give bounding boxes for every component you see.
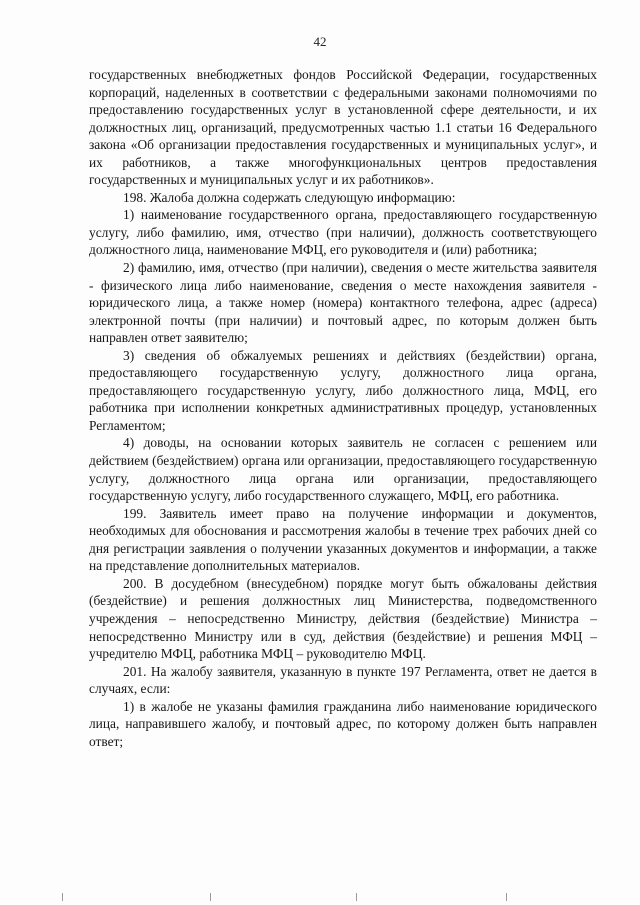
page-number: 42 — [313, 34, 327, 49]
paragraph-198-item-3: 3) сведения об обжалуемых решениях и действиях (бездействии) органа, предоставляющего государственную услугу, должностного лица органа, предоставляющего государственную услугу, либо должностного лица, МФЦ, его работника при исполнении конкретных административных процедур, установленных Регламентом; — [89, 347, 597, 433]
scan-mark — [506, 893, 507, 901]
paragraph-200: 200. В досудебном (внесудебном) порядке могут быть обжалованы действия (бездействие) и решения должностных лиц Министерства, подведомственного учреждения – непосредственно Министру, действия (бездействие) Министра – непосредственно Министру или в суд, действия (бездействие) и решения МФЦ – учредителю МФЦ, работника МФЦ – руководителю МФЦ. — [89, 575, 597, 662]
scan-mark — [356, 893, 357, 901]
paragraph-198-item-4: 4) доводы, на основании которых заявитель не согласен с решением или действием (бездействием) органа или организации, предоставляющего государственную услугу, должностного лица органа или организации, предоставляющего государственную услугу, либо государственного служащего, МФЦ, его работника. — [89, 435, 597, 504]
paragraph-198-item-1: 1) наименование государственного органа, предоставляющего государственную услугу, либо фамилию, имя, отчество (при наличии), должность соответствующего должностного лица, наименование МФЦ, его руководителя и (или) работника; — [89, 207, 597, 258]
document-body — [89, 66, 597, 750]
paragraph-201: 201. На жалобу заявителя, указанную в пункте 197 Регламента, ответ не дается в случаях, если: — [89, 663, 597, 697]
paragraph-198: 198. Жалоба должна содержать следующую информацию: — [123, 189, 456, 205]
paragraph-201-item-1: 1) в жалобе не указаны фамилия гражданина либо наименование юридического лица, направившего жалобу, и почтовый адрес, по которому должен быть направлен ответ; — [89, 698, 597, 749]
scan-mark — [62, 893, 63, 901]
paragraph-continuation: государственных внебюджетных фондов Российской Федерации, государственных корпораций, наделенных в соответствии с федеральными законами полномочиями по предоставлению государственных услуг в установленной сфере деятельности, и их должностных лиц, организаций, предусмотренных частью 1.1 статьи 16 Федерального закона «Об организации предоставления государственных и муниципальных услуг», и их работников, а также многофункциональных центров предоставления государственных и муниципальных услуг и их работников». — [89, 67, 597, 188]
scan-mark — [210, 893, 211, 901]
paragraph-199: 199. Заявитель имеет право на получение информации и документов, необходимых для обоснования и рассмотрения жалобы в течение трех рабочих дней со дня регистрации заявления о получении указанных документов и информации, а также на представление дополнительных материалов. — [89, 505, 597, 574]
paragraph-198-item-2: 2) фамилию, имя, отчество (при наличии), сведения о месте жительства заявителя - физического лица либо наименование, сведения о месте нахождения заявителя - юридического лица, а также номер (номера) контактного телефона, адрес (адреса) электронной почты (при наличии) и почтовый адрес, по которым должен быть направлен ответ заявителю; — [89, 260, 597, 346]
